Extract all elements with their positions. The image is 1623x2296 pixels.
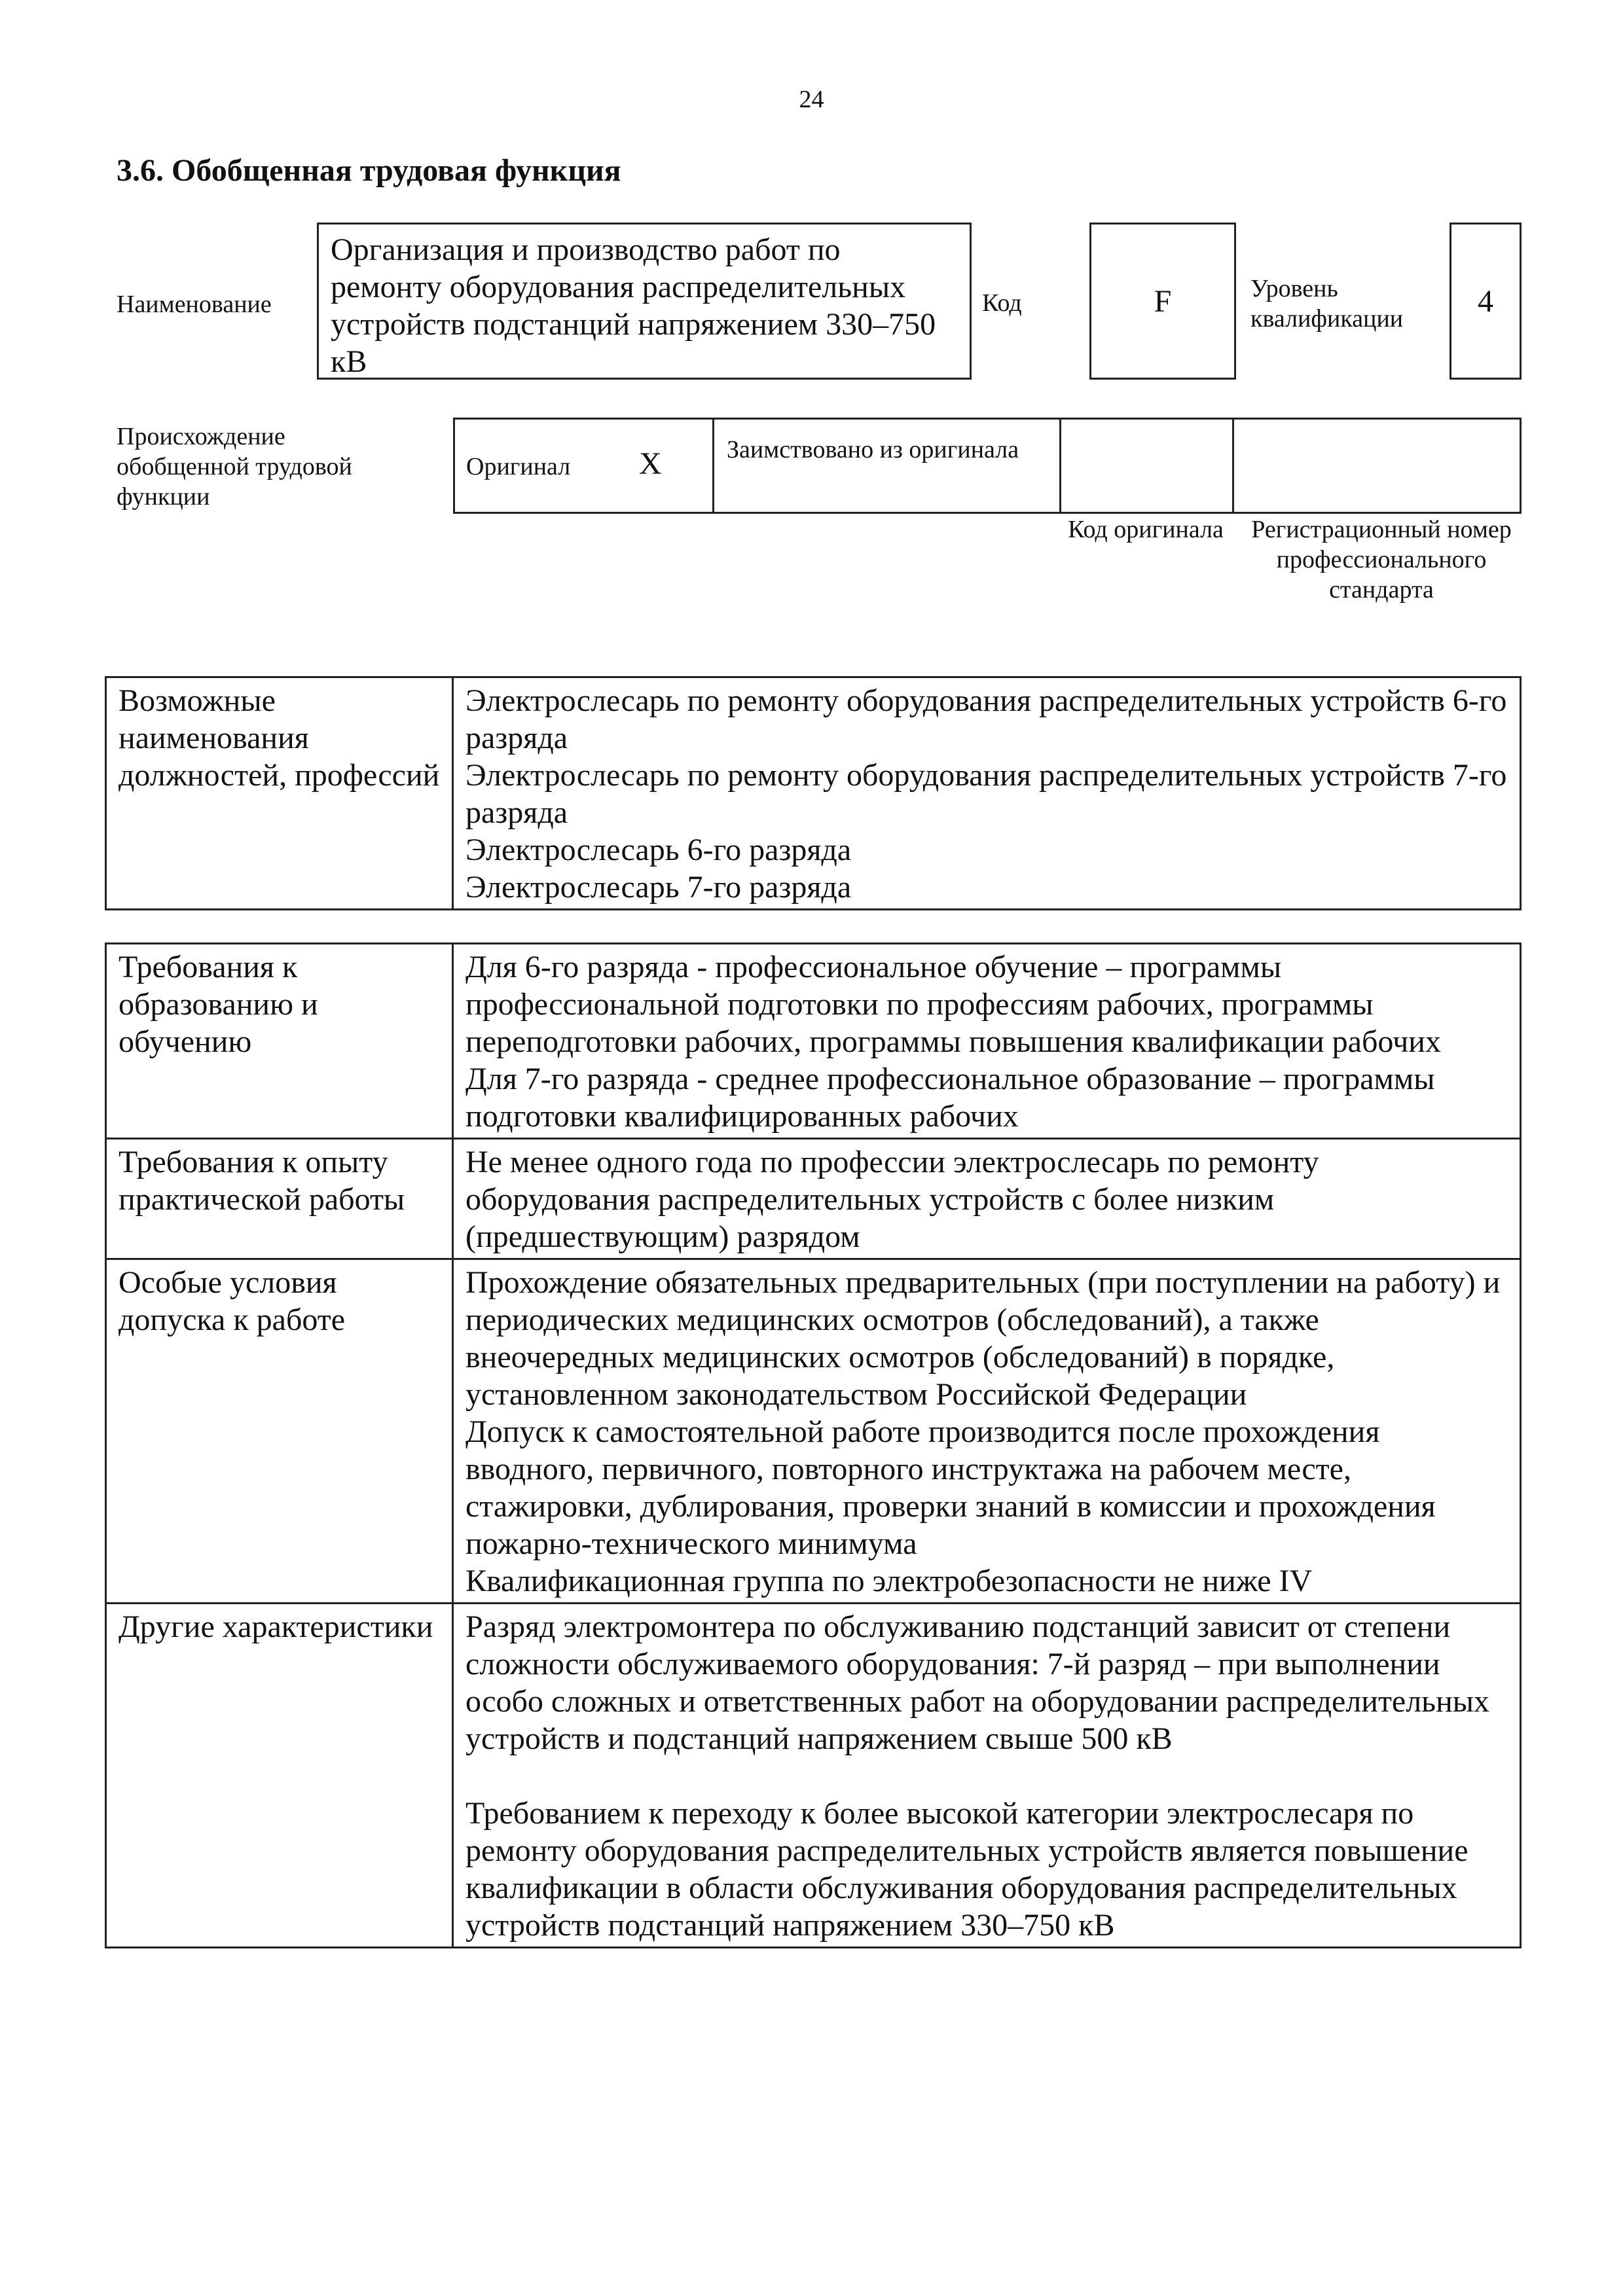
original-label: Оригинал — [466, 453, 571, 480]
level-label: Уровень квалификации — [1250, 275, 1404, 332]
education-row — [106, 944, 1521, 1139]
other-row — [106, 1604, 1521, 1948]
name-value-box — [317, 223, 972, 380]
conditions-row — [106, 1259, 1521, 1604]
conditions-value — [453, 1259, 1521, 1604]
borrowed-label: Заимствовано из оригинала — [727, 436, 1019, 463]
positions-label: Возможные наименования должностей, профессий — [106, 677, 453, 910]
name-value: Организация и производство работ по ремонту оборудования распределительных устройств подстанций напряжением 330–750 кВ — [331, 232, 936, 379]
positions-table — [105, 676, 1522, 910]
education-paragraph: Для 7-го разряда - среднее профессиональное образование – программы подготовки квалифицированных рабочих — [465, 1062, 1435, 1134]
other-paragraph: Требованием к переходу к более высокой категории электрослесаря по ремонту оборудования распределительных устройств является повышение квалификации в области обслуживания оборудования распределительных устройств подстанций напряжением 330–750 кВ — [465, 1796, 1468, 1943]
position-item: Электрослесарь 6-го разряда — [465, 833, 852, 867]
code-value: F — [1154, 283, 1172, 319]
other-paragraph: Разряд электромонтера по обслуживанию подстанций зависит от степени сложности обслуживаемого оборудования: 7-й разряд – при выполнении особо сложных и ответственных работ на оборудовании распределительных устройств и подстанций напряжением свыше 500 кВ — [465, 1609, 1490, 1756]
experience-label: Требования к опыту практической работы — [106, 1139, 453, 1259]
page-number: 24 — [799, 86, 824, 113]
conditions-paragraph: Прохождение обязательных предварительных (при поступлении на работу) и периодических медицинских осмотров (обследований), а также внеочередных медицинских осмотров (обследований) в порядке, установленном законодательством Российской Федерации — [465, 1265, 1501, 1412]
level-value-box — [1450, 223, 1522, 380]
name-label: Наименование — [117, 291, 272, 318]
requirements-table — [105, 942, 1522, 1948]
other-value — [453, 1604, 1521, 1948]
reg-number-caption: Регистрационный номер профессионального стандарта — [1251, 516, 1512, 603]
education-value — [453, 944, 1521, 1139]
original-mark: X — [639, 446, 662, 481]
level-value: 4 — [1478, 283, 1493, 319]
other-label: Другие характеристики — [106, 1604, 453, 1948]
position-item: Электрослесарь 7-го разряда — [465, 870, 852, 905]
experience-value — [453, 1139, 1521, 1259]
positions-list — [453, 677, 1521, 910]
code-original-caption: Код оригинала — [1068, 516, 1224, 543]
origin-label: Происхождение обобщенной трудовой функции — [117, 423, 352, 511]
experience-row — [106, 1139, 1521, 1259]
conditions-label: Особые условия допуска к работе — [106, 1259, 453, 1604]
education-label: Требования к образованию и обучению — [106, 944, 453, 1139]
code-value-box — [1089, 223, 1236, 380]
section-title: 3.6. Обобщенная трудовая функция — [117, 153, 621, 188]
position-item: Электрослесарь по ремонту оборудования распределительных устройств 7-го разряда — [465, 758, 1507, 830]
paragraph-spacer — [465, 1757, 1509, 1795]
positions-row — [106, 677, 1521, 910]
experience-paragraph: Не менее одного года по профессии электрослесарь по ремонту оборудования распределительных устройств с более низким (предшествующим) разрядом — [465, 1145, 1319, 1254]
code-label: Код — [982, 289, 1022, 317]
position-item: Электрослесарь по ремонту оборудования распределительных устройств 6-го разряда — [465, 683, 1507, 755]
conditions-paragraph: Допуск к самостоятельной работе производится после прохождения вводного, первичного, повторного инструктажа на рабочем месте, стажировки, дублирования, проверки знаний в комиссии и прохождения пожарно-технического минимума — [465, 1414, 1436, 1561]
conditions-paragraph: Квалификационная группа по электробезопасности не ниже IV — [465, 1564, 1313, 1598]
education-paragraph: Для 6-го разряда - профессиональное обучение – программы профессиональной подготовки по профессиям рабочих, программы переподготовки рабочих, программы повышения квалификации рабочих — [465, 950, 1441, 1059]
